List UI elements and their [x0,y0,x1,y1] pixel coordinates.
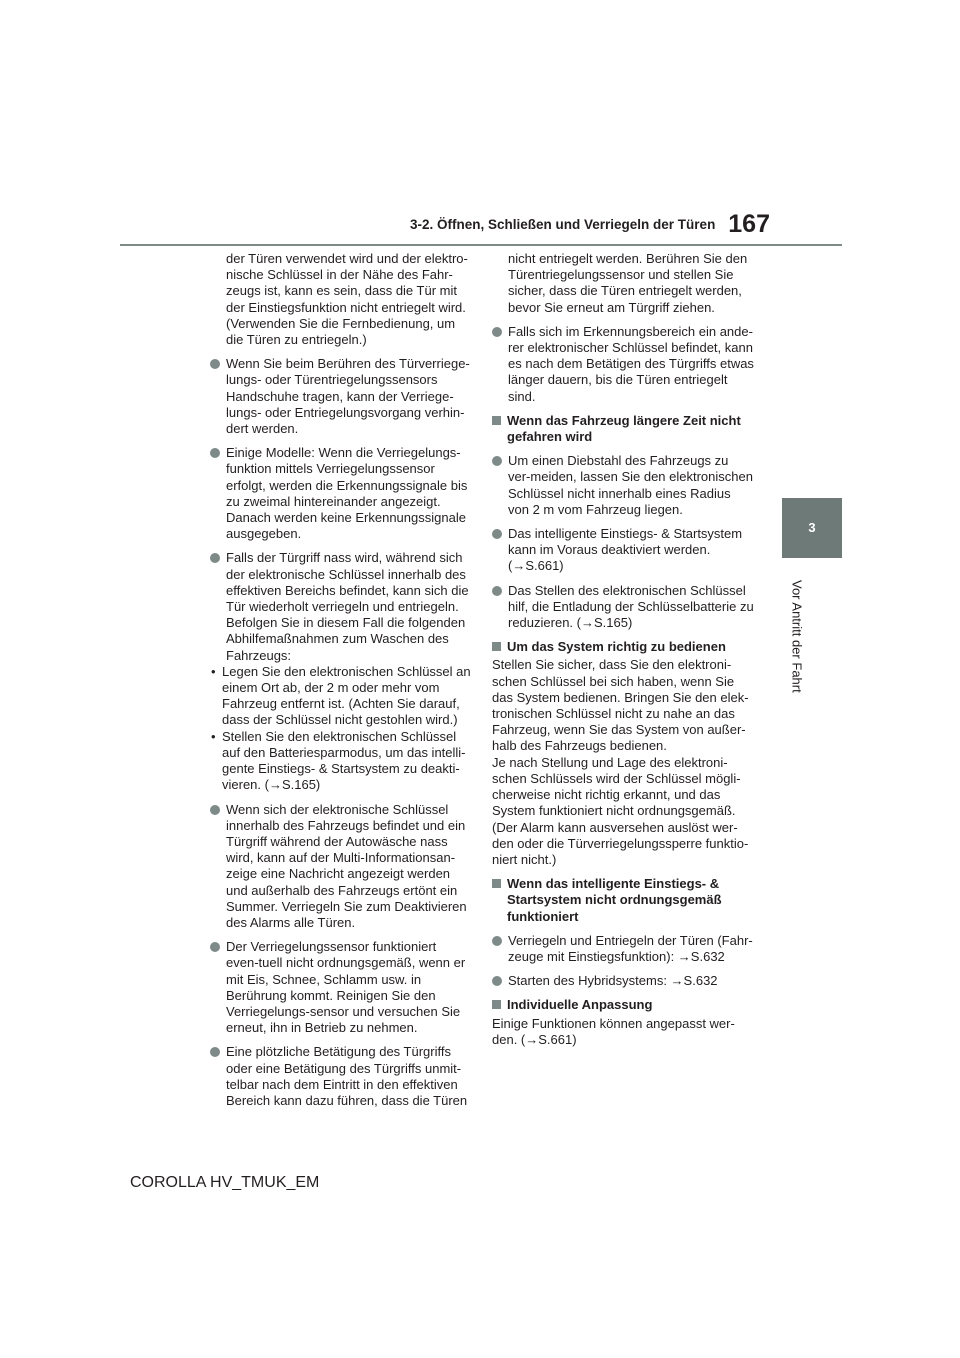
section-title: 3-2. Öffnen, Schließen und Verriegeln der Türen [410,217,716,232]
header-rule [120,244,842,246]
sub-bullet-icon: • [211,728,216,744]
bullet-text: Um einen Diebstahl des Fahrzeugs zu ver-meiden, lassen Sie den elektronischen Schlüssel nicht innerhalb eines Radius von 2 m vom Fahrzeug liegen. [508,453,753,517]
sub-item-text: Stellen Sie den elektronischen Schlüssel auf den Batteriesparmodus, um das intelli-gente Einstiegs- & Startsystem zu deakti-vieren. (→S.165) [222,728,466,793]
bullet-dot-icon [210,448,220,458]
body-paragraph: Einige Funktionen können angepasst wer-den. (→S.661) [492,1015,735,1047]
bullet-item [210,939,472,1036]
bullet-dot-icon [492,586,502,596]
bullet-text: Verriegeln und Entriegeln der Türen (Fahr-zeuge mit Einstiegsfunktion): →S.632 [508,932,753,964]
sub-item-text: Legen Sie den elektronischen Schlüssel an einem Ort ab, der 2 m oder mehr vom Fahrzeug entfernt ist. (Achten Sie darauf, dass der Schlüssel nicht gestohlen wird.) [222,663,471,728]
bullet-text: Wenn sich der elektronische Schlüssel innerhalb des Fahrzeugs befindet und ein Türgriff während der Autowäsche nass wird, kann auf der Multi-Informationsan-zeige eine Nachricht angezeigt werden und außerhalb des Fahrzeugs ertönt ein Summer. Verriegeln Sie zum Deaktivieren des Alarms alle Türen. [226,801,467,930]
sub-bullet-icon: • [211,663,216,679]
bullet-item [210,445,472,542]
bullet-item [492,324,754,405]
continued-paragraph: nicht entriegelt werden. Berühren Sie den Türentriegelungssensor und stellen Sie sicher, dass die Türen entriegelt werden, bevor Sie erneut am Türgriff ziehen. [508,251,748,315]
footer-model: COROLLA HV_TMUK_EM [130,1174,320,1191]
square-bullet-icon [492,642,501,651]
chapter-title-vertical [777,580,817,740]
bullet-text: Einige Modelle: Wenn die Verriegelungs-funktion mittels Verriegelungssensor erfolgt, werden die Erkennungssignale bis zu zweimal hintereinander angezeigt. Danach werden keine Erkennungssignale ausgegeben. [226,445,468,542]
bullet-dot-icon [210,553,220,563]
body-paragraph: Je nach Stellung und Lage des elektroni-schen Schlüssels wird der Schlüssel mögli-cherweise nicht richtig erkannt, und das System funktioniert nicht ordnungsgemäß. (Der Alarm kann ausversehen auslöst wer-den oder die Türverriegelungssperre funktio-niert nicht.) [492,754,749,867]
bullet-item [210,1044,472,1109]
subheading [492,997,754,1013]
subheading [492,413,754,445]
subheading [492,876,754,925]
sub-item [210,729,472,794]
page-number: 167 [728,210,770,238]
right-column [492,251,754,1056]
bullet-dot-icon [492,456,502,466]
bullet-item [492,526,754,575]
bullet-dot-icon [210,1047,220,1057]
bullet-text: Falls sich im Erkennungsbereich ein ande-rer elektronischer Schlüssel befindet, kann es nach dem Betätigen des Türgriffs etwas länger dauern, bis die Türen entriegelt sind. [508,323,754,404]
subheading [492,639,754,655]
bullet-dot-icon [492,936,502,946]
subheading-text: Wenn das Fahrzeug längere Zeit nicht gefahren wird [507,412,741,445]
bullet-text: Der Verriegelungssensor funktioniert even-tuell nicht ordnungsgemäß, wenn er mit Eis, Schnee, Schlamm usw. in Berührung kommt. Reinigen Sie den Verriegelungs-sensor und versuchen Sie erneut, ihn in Betrieb zu nehmen. [226,939,466,1036]
bullet-text: Falls der Türgriff nass wird, während sich der elektronische Schlüssel innerhalb des effektiven Bereichs befindet, kann sich die Tür wiederholt verriegeln und entriegeln. Befolgen Sie in diesem Fall die folgenden Abhilfemaßnahmen zum Waschen des Fahrzeugs: [226,550,469,663]
bullet-dot-icon [210,359,220,369]
continued-paragraph: der Türen verwendet wird und der elektro-nische Schlüssel in der Nähe des Fahr-zeugs ist, kann es sein, dass die Tür mit der Einstiegsfunktion nicht entriegelt wird. (Verwenden Sie die Fernbedienung, um die Türen zu entriegeln.) [226,251,468,348]
chapter-title: Vor Antritt der Fahrt [789,580,805,693]
bullet-dot-icon [492,976,502,986]
square-bullet-icon [492,1000,501,1009]
body-paragraph: Stellen Sie sicher, dass Sie den elektroni-schen Schlüssel bei sich haben, wenn Sie das System bedienen. Bringen Sie den elek-tronischen Schlüssel nicht zu nahe an das Fahrzeug, wenn Sie das System von außer-halb des Fahrzeugs bedienen. [492,657,749,754]
bullet-item [210,356,472,437]
bullet-text: Das intelligente Einstiegs- & Startsystem kann im Voraus deaktiviert werden. (→S.661) [508,526,743,574]
bullet-item [492,453,754,518]
bullet-text: Das Stellen des elektronischen Schlüssel hilf, die Entladung der Schlüsselbatterie zu reduzieren. (→S.165) [508,582,754,631]
bullet-text: Eine plötzliche Betätigung des Türgriffs oder eine Betätigung des Türgriffs unmit-telbar nach dem Eintritt in den effektiven Bereich kann dazu führen, dass die Türen [226,1044,468,1108]
subheading-text: Wenn das intelligente Einstiegs- & Startsystem nicht ordnungsgemäß funktioniert [507,876,722,924]
bullet-dot-icon [210,805,220,815]
square-bullet-icon [492,879,501,888]
bullet-dot-icon [492,529,502,539]
bullet-item [210,550,472,793]
bullet-item [492,973,754,989]
bullet-dot-icon [210,942,220,952]
left-column [210,251,472,1117]
chapter-number: 3 [808,520,816,535]
bullet-item [492,933,754,965]
subheading-text: Individuelle Anpassung [507,997,653,1013]
bullet-item [492,583,754,632]
bullet-text: Starten des Hybridsystems: →S.632 [508,973,718,989]
bullet-item [210,802,472,932]
sub-item [210,664,472,729]
bullet-text: Wenn Sie beim Berühren des Türverriege-lungs- oder Türentriegelungssensors Handschuhe tragen, kann der Verriege-lungs- oder Entriegelungsvorgang verhin-dert werden. [226,356,470,437]
subheading-text: Um das System richtig zu bedienen [507,639,726,655]
chapter-tab [782,498,842,558]
square-bullet-icon [492,416,501,425]
bullet-dot-icon [492,327,502,337]
